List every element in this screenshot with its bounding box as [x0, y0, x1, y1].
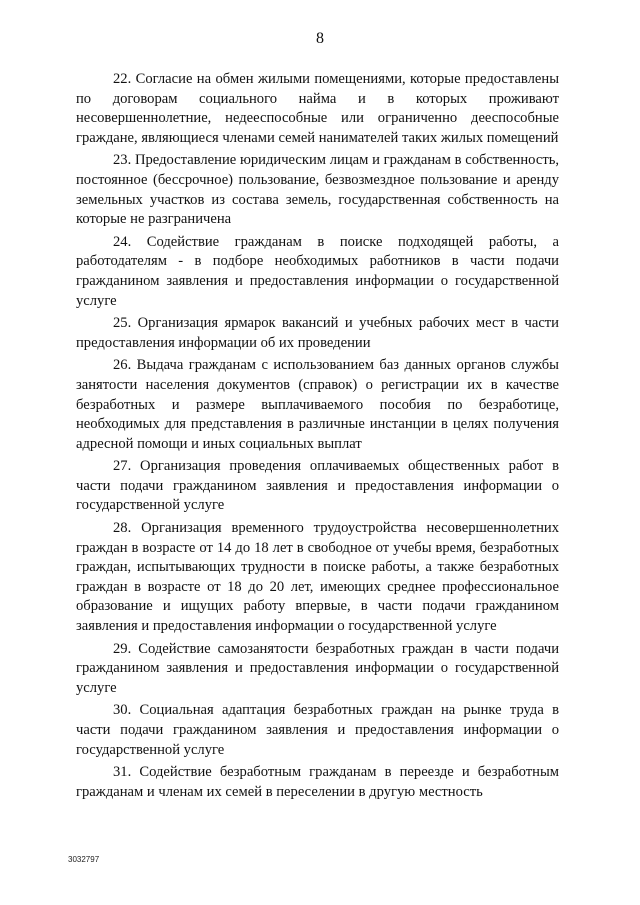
page-number: 8 — [316, 30, 324, 47]
list-item-28: 28. Организация временного трудоустройства несовершеннолетних граждан в возрасте от 14 до 18 лет в свободное от учебы время, безработных граждан, испытывающих трудности в поиске работы, а также безработных граждан в возрасте от 18 до 20 лет, имеющих среднее профессиональное образование и ищущих работу впервые, в части подачи гражданином заявления и предоставления информации о государственной услуге — [76, 520, 559, 635]
list-item-31: 31. Содействие безработным гражданам в переезде и безработным гражданам и членам их семей в переселении в другую местность — [76, 764, 559, 800]
list-item-22: 22. Согласие на обмен жилыми помещениями, которые предоставлены по договорам социального найма и в которых проживают несовершеннолетние, недееспособные или ограниченно дееспособные граждане, являющиеся членами семей нанимателей таких жилых помещений — [76, 71, 559, 146]
list-item-29: 29. Содействие самозанятости безработных граждан в части подачи гражданином заявления и предоставления информации о государственной услуге — [76, 640, 559, 696]
list-item-27: 27. Организация проведения оплачиваемых общественных работ в части подачи гражданином заявления и предоставления информации о государственной услуге — [76, 458, 559, 514]
document-body — [76, 70, 559, 805]
list-item-26: 26. Выдача гражданам с использованием баз данных органов службы занятости населения документов (справок) о регистрации их в качестве безработных и размере выплачиваемого пособия по безработице, необходимых для представления в различные инстанции в целях получения адресной помощи и иных социальных выплат — [76, 357, 559, 452]
document-code: 3032797 — [68, 855, 100, 864]
list-item-24: 24. Содействие гражданам в поиске подходящей работы, а работодателям - в подборе необходимых работников в части подачи гражданином заявления и предоставления информации о государственной услуге — [76, 233, 559, 309]
list-item-23: 23. Предоставление юридическим лицам и гражданам в собственность, постоянное (бессрочное) пользование, безвозмездное пользование и аренду земельных участков из состава земель, государственная собственность на которые не разграничена — [76, 152, 559, 228]
list-item-25: 25. Организация ярмарок вакансий и учебных рабочих мест в части предоставления информации об их проведении — [76, 315, 559, 351]
list-item-30: 30. Социальная адаптация безработных граждан на рынке труда в части подачи гражданином заявления и предоставления информации о государственной услуге — [76, 702, 559, 758]
